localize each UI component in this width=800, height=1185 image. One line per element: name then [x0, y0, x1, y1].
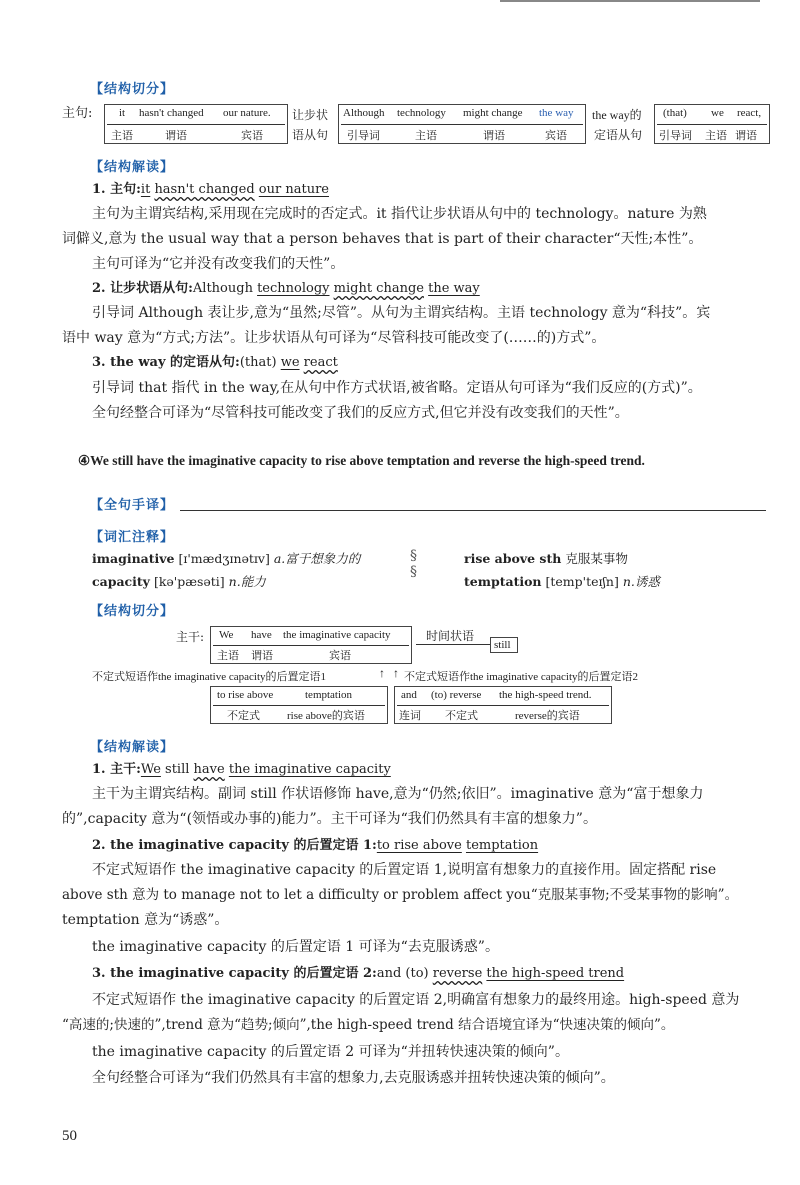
word-still: still — [494, 639, 511, 651]
inf1-label: 不定式短语作the imaginative capacity的后置定语1 — [92, 671, 327, 683]
word-temptation: temptation — [305, 689, 353, 701]
word-to-reverse: (to) reverse — [431, 689, 482, 701]
word-imaginative-capacity: the imaginative capacity — [283, 629, 391, 641]
heading-structure-analysis-1: 【结构解读】 — [90, 160, 175, 175]
word-to-rise-above: to rise above — [217, 689, 274, 701]
sentence-4: ④We still have the imaginative capacity to rise above temptation and reverse the high-speed trend. — [78, 453, 645, 468]
inf2-label: 不定式短语作the imaginative capacity的后置定语2 — [404, 671, 639, 683]
analysis-3-line-1: 引导词 that 指代 in the way,在从句中作方式状语,被省略。定语从句可译为“我们反应的(方式)”。 — [92, 380, 702, 396]
vocab-temptation: temptation [temp'teɪʃn] n.诱惑 — [464, 574, 660, 589]
word-might-change: might change — [463, 107, 523, 119]
adverbial-clause-box — [338, 104, 586, 144]
attr-clause-label-2: 定语从句 — [594, 128, 643, 142]
word-our-nature: our nature. — [223, 107, 271, 119]
role-object-4: 宾语 — [329, 650, 351, 662]
translate-blank-line — [180, 510, 766, 511]
page-number: 50 — [62, 1128, 77, 1144]
role-predicate-4: 谓语 — [251, 650, 273, 662]
vocab-imaginative: imaginative [ɪ'mædʒɪnətɪv] a.富于想象力的 — [92, 551, 361, 566]
role-predicate-2: 谓语 — [483, 130, 505, 142]
infinitive-1-box — [210, 686, 388, 724]
trunk-label: 主干: — [176, 630, 205, 644]
vocab-divider-icon: § § — [410, 548, 417, 580]
analysis-6-line-3: the imaginative capacity 的后置定语 2 可译为“并扭转快速决策的倾向”。 — [92, 1044, 569, 1060]
analysis-2-title: 2. 让步状语从句:Although technology might change the way — [92, 281, 480, 296]
role-subject: 主语 — [111, 130, 133, 142]
analysis-4-title: 1. 主干:We still have the imaginative capacity — [92, 762, 391, 777]
word-and: and — [401, 689, 417, 701]
analysis-1-line-3: 主句可译为“它并没有改变我们的天性”。 — [92, 256, 345, 272]
heading-translate: 【全句手译】 — [90, 498, 175, 513]
heading-structure-analysis-2: 【结构解读】 — [90, 740, 175, 755]
main-clause-box — [104, 104, 288, 144]
analysis-1-line-1: 主句为主谓宾结构,采用现在完成时的否定式。it 指代让步状语从句中的 technology。nature 为熟 — [92, 206, 707, 222]
analysis-5-line-2: above sth 意为 to manage not to let a difficulty or problem affect you“克服某事物;不受某事物的影响”。 — [62, 887, 739, 903]
analysis-5-line-4: the imaginative capacity 的后置定语 1 可译为“去克服诱惑”。 — [92, 939, 499, 955]
word-have: have — [251, 629, 272, 641]
attributive-clause-box — [654, 104, 770, 144]
vocab-rise-above: rise above sth 克服某事物 — [464, 551, 628, 566]
analysis-6-line-1: 不定式短语作 the imaginative capacity 的后置定语 2,明确富有想象力的最终用途。high-speed 意为 — [92, 992, 740, 1008]
analysis-6-line-4: 全句经整合可译为“我们仍然具有丰富的想象力,去克服诱惑并扭转快速决策的倾向”。 — [92, 1070, 615, 1086]
arrow-up-icon-1: ↑ — [379, 666, 385, 680]
word-hasnt-changed: hasn't changed — [139, 107, 204, 119]
analysis-1-title: 1. 主句:it hasn't changed our nature — [92, 182, 329, 197]
heading-structure-split-2: 【结构切分】 — [90, 604, 175, 619]
role-object: 宾语 — [241, 130, 263, 142]
role-conjunction: 引导词 — [347, 130, 380, 142]
heading-structure-split-1: 【结构切分】 — [90, 82, 175, 97]
role-predicate-3: 谓语 — [735, 130, 757, 142]
role-predicate: 谓语 — [165, 130, 187, 142]
analysis-3-line-2: 全句经整合可译为“尽管科技可能改变了我们的反应方式,但它并没有改变我们的天性”。 — [92, 405, 629, 421]
word-react: react, — [737, 107, 762, 119]
word-technology: technology — [397, 107, 446, 119]
analysis-5-line-3: temptation 意为“诱惑”。 — [62, 912, 229, 928]
analysis-1-line-2: 词僻义,意为 the usual way that a person behaves that is part of their character“天性;本性”。 — [62, 231, 703, 247]
arrow-up-icon-2: ↑ — [393, 666, 399, 680]
analysis-5-title: 2. the imaginative capacity 的后置定语 1:to rise above temptation — [92, 838, 539, 853]
role-subject-2: 主语 — [415, 130, 437, 142]
still-box — [490, 637, 518, 653]
word-it: it — [119, 107, 126, 119]
main-clause-label: 主句: — [62, 106, 93, 121]
analysis-3-title: 3. the way 的定语从句:(that) we react — [92, 355, 338, 370]
word-we-2: We — [219, 629, 234, 641]
word-we: we — [711, 107, 724, 119]
adv-clause-label-2: 语从句 — [292, 128, 329, 142]
role-subject-3: 主语 — [705, 130, 727, 142]
heading-vocab: 【词汇注释】 — [90, 530, 175, 545]
adv-clause-label-1: 让步状 — [292, 108, 329, 122]
infinitive-2-box — [394, 686, 612, 724]
word-the-way: the way — [539, 107, 574, 119]
analysis-5-line-1: 不定式短语作 the imaginative capacity 的后置定语 1,说明富有想象力的直接作用。固定搭配 rise — [92, 862, 717, 878]
top-rule — [500, 0, 760, 2]
time-adverbial-label: 时间状语 — [426, 629, 475, 643]
attr-clause-label-1: the way的 — [592, 108, 642, 122]
word-high-speed-trend: the high-speed trend. — [499, 689, 592, 701]
analysis-6-title: 3. the imaginative capacity 的后置定语 2:and (to) reverse the high-speed trend — [92, 966, 625, 981]
trunk-box — [210, 626, 412, 664]
role-reverse-object: reverse的宾语 — [515, 710, 580, 722]
analysis-2-line-1: 引导词 Although 表让步,意为“虽然;尽管”。从句为主谓宾结构。主语 technology 意为“科技”。宾 — [92, 305, 711, 321]
word-although: Although — [343, 107, 385, 119]
role-infinitive-2: 不定式 — [445, 710, 478, 722]
role-infinitive-1: 不定式 — [227, 710, 260, 722]
analysis-4-line-2: 的”,capacity 意为“(领悟或办事的)能力”。主干可译为“我们仍然具有丰富的想象力”。 — [62, 811, 597, 827]
word-that: (that) — [663, 107, 687, 119]
vocab-capacity: capacity [kə'pæsəti] n.能力 — [92, 574, 266, 589]
analysis-6-line-2: “高速的;快速的”,trend 意为“趋势;倾向”,the high-speed trend 结合语境宜译为“快速决策的倾向”。 — [62, 1017, 675, 1033]
role-object-2: 宾语 — [545, 130, 567, 142]
role-subject-4: 主语 — [217, 650, 239, 662]
analysis-2-line-2: 语中 way 意为“方式;方法”。让步状语从句可译为“尽管科技可能改变了(……的)方式”。 — [62, 330, 606, 346]
role-conjunction-5: 连词 — [399, 710, 421, 722]
role-rise-above-object: rise above的宾语 — [287, 710, 365, 722]
role-conjunction-3: 引导词 — [659, 130, 692, 142]
analysis-4-line-1: 主干为主谓宾结构。副词 still 作状语修饰 have,意为“仍然;依旧”。imaginative 意为“富于想象力 — [92, 786, 704, 802]
